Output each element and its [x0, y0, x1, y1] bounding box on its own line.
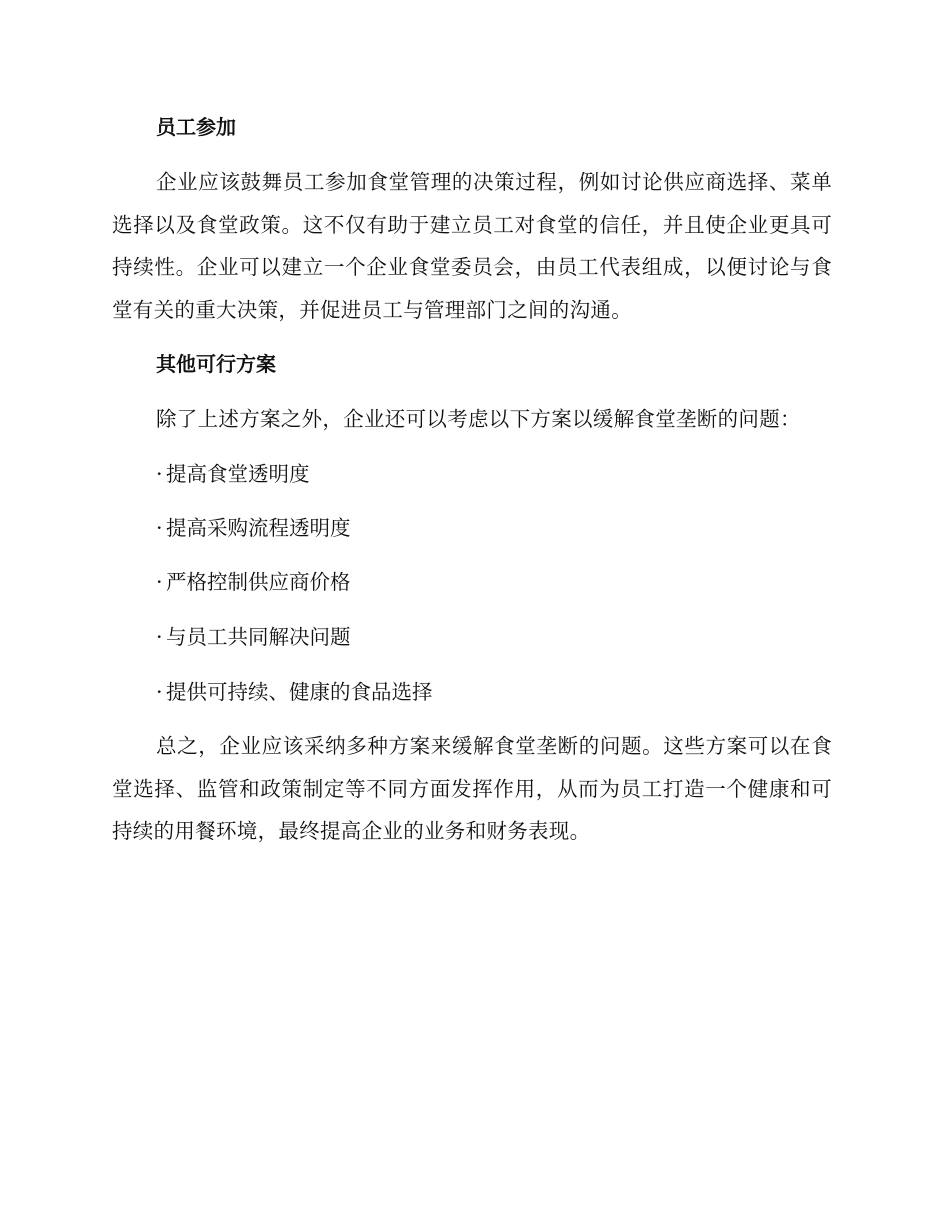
list-item	[156, 460, 310, 488]
bullet-marker: ·	[156, 462, 163, 486]
paragraph-employee-participation: 企业应该鼓舞员工参加食堂管理的决策过程，例如讨论供应商选择、菜单选择以及食堂政策。这不仅有助于建立员工对食堂的信任，并且使企业更具可持续性。企业可以建立一个企业食堂委员会，由员工代表组成，以便讨论与食堂有关的重大决策，并促进员工与管理部门之间的沟通。	[112, 170, 832, 322]
paragraph-other-options-intro: 除了上述方案之外，企业还可以考虑以下方案以缓解食堂垄断的问题：	[156, 407, 801, 431]
list-item-text: 提高采购流程透明度	[166, 516, 351, 540]
list-item	[156, 623, 351, 651]
section-heading-other-options: 其他可行方案	[156, 352, 276, 376]
list-item-text: 提高食堂透明度	[166, 462, 310, 486]
bullet-marker: ·	[156, 570, 163, 594]
bullet-marker: ·	[156, 625, 163, 649]
list-item-text: 提供可持续、健康的食品选择	[166, 680, 433, 704]
section-heading-employee-participation: 员工参加	[156, 115, 236, 139]
list-item-text: 严格控制供应商价格	[166, 570, 351, 594]
paragraph-conclusion: 总之，企业应该采纳多种方案来缓解食堂垄断的问题。这些方案可以在食堂选择、监管和政策制定等不同方面发挥作用，从而为员工打造一个健康和可持续的用餐环境，最终提高企业的业务和财务表现。	[112, 734, 832, 843]
list-item-text: 与员工共同解决问题	[166, 625, 351, 649]
bullet-marker: ·	[156, 680, 163, 704]
list-item	[156, 568, 351, 596]
list-item	[156, 514, 351, 542]
list-item	[156, 678, 433, 706]
bullet-marker: ·	[156, 516, 163, 540]
